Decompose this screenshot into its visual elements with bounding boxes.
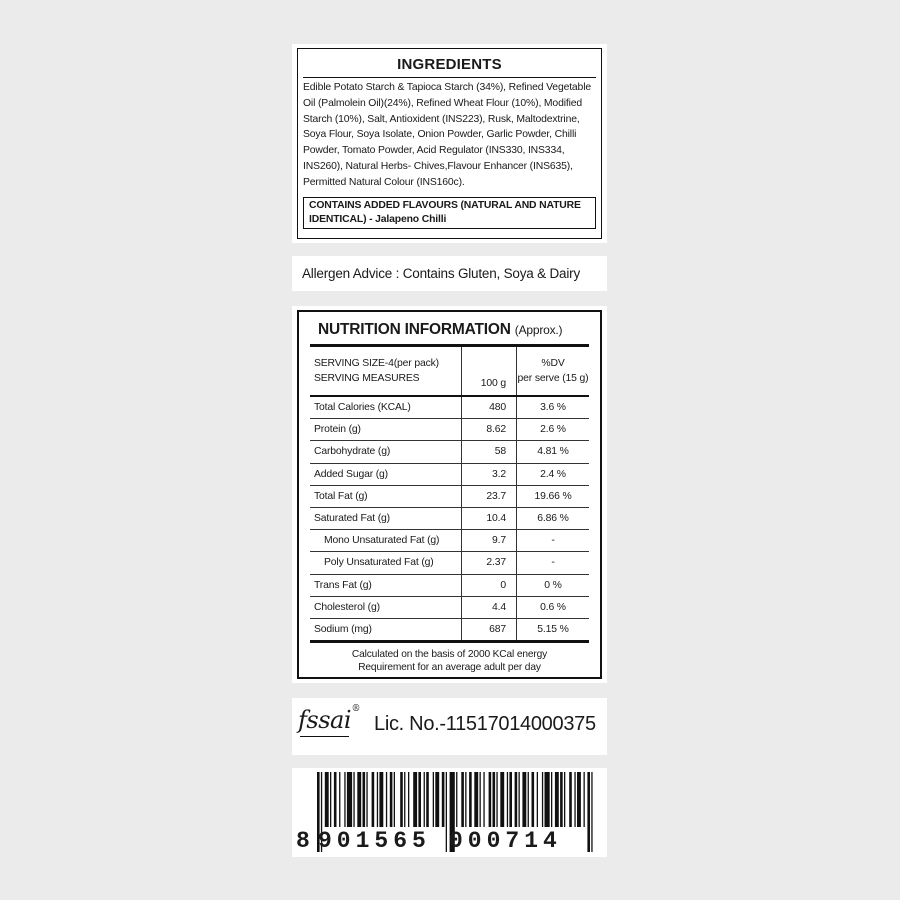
barcode-bar	[404, 772, 405, 827]
nutrient-dv: 4.81 %	[517, 441, 590, 463]
nutrition-title-text: NUTRITION INFORMATION	[318, 321, 511, 338]
per-100g-header: 100 g	[462, 346, 517, 397]
nutrition-row	[310, 419, 589, 441]
barcode-bar	[433, 772, 434, 827]
nutrient-name: Total Fat (g)	[310, 485, 462, 507]
barcode-bar	[408, 772, 409, 827]
barcode-bar	[542, 772, 543, 827]
nutrient-dv: 6.86 %	[517, 507, 590, 529]
nutrient-name: Added Sugar (g)	[310, 463, 462, 485]
nutrition-panel	[292, 306, 607, 683]
barcode-bar	[366, 772, 367, 827]
nutrient-per-100g: 480	[462, 396, 517, 419]
nutrition-row	[310, 485, 589, 507]
nutrient-name: Mono Unsaturated Fat (g)	[310, 530, 462, 552]
barcode-bar	[390, 772, 393, 827]
nutrition-row	[310, 618, 589, 641]
nutrient-name: Protein (g)	[310, 419, 462, 441]
barcode-bar	[480, 772, 481, 827]
nutrient-per-100g: 58	[462, 441, 517, 463]
barcode-bar	[569, 772, 572, 827]
barcode-bar	[519, 772, 520, 827]
barcode-bar	[500, 772, 504, 827]
barcode-bar	[344, 772, 345, 827]
allergen-advice: Allergen Advice : Contains Gluten, Soya & Dairy	[292, 256, 607, 291]
barcode-bar	[496, 772, 497, 827]
ingredients-title: INGREDIENTS	[303, 49, 596, 78]
nutrition-row	[310, 507, 589, 529]
barcode-bar	[339, 772, 340, 827]
barcode-bar	[587, 772, 590, 852]
barcode-bar	[363, 772, 366, 827]
footnote-line1: Calculated on the basis of 2000 KCal energy	[351, 649, 548, 661]
barcode-bar	[551, 772, 552, 827]
nutrition-row	[310, 463, 589, 485]
dv-header-cell	[517, 346, 590, 397]
barcode-bar	[555, 772, 559, 827]
barcode-bar	[507, 772, 508, 827]
nutrient-dv: 3.6 %	[517, 396, 590, 419]
barcode-bar	[483, 772, 484, 827]
nutrition-title-suffix: (Approx.)	[514, 323, 563, 337]
barcode-bar	[489, 772, 492, 827]
nutrition-box	[297, 310, 602, 679]
nutrient-name: Poly Unsaturated Fat (g)	[310, 552, 462, 574]
nutrient-dv: 2.6 %	[517, 419, 590, 441]
barcode-bar	[334, 772, 337, 827]
nutrition-title	[310, 312, 589, 344]
nutrition-footnote	[310, 643, 589, 674]
nutrient-name: Trans Fat (g)	[310, 574, 462, 596]
barcode-bar	[418, 772, 421, 827]
nutrition-row	[310, 441, 589, 463]
nutrient-name: Carbohydrate (g)	[310, 441, 462, 463]
nutrition-row	[310, 596, 589, 618]
barcode-bar	[377, 772, 378, 827]
barcode-bar	[469, 772, 472, 827]
ingredients-box	[297, 48, 602, 239]
barcode-bar	[426, 772, 429, 827]
barcode-bar	[574, 772, 575, 827]
barcode-bar	[591, 772, 592, 852]
barcode-right-digits: 000714	[449, 828, 562, 854]
nutrient-dv: 0.6 %	[517, 596, 590, 618]
barcode-bar	[394, 772, 395, 827]
dv-sub: per serve (15 g)	[517, 373, 589, 384]
nutrient-per-100g: 4.4	[462, 596, 517, 618]
fssai-license-number: Lic. No.-11517014000375	[374, 713, 596, 735]
barcode-bar	[537, 772, 538, 827]
nutrition-row	[310, 530, 589, 552]
barcode-bar	[493, 772, 496, 827]
barcode-bar	[577, 772, 581, 827]
nutrition-header-row	[310, 346, 589, 397]
nutrient-dv: 0 %	[517, 574, 590, 596]
nutrient-per-100g: 2.37	[462, 552, 517, 574]
nutrition-row	[310, 574, 589, 596]
nutrient-name: Cholesterol (g)	[310, 596, 462, 618]
nutrition-table	[310, 344, 589, 643]
barcode-bar	[461, 772, 464, 827]
barcode-bar	[400, 772, 403, 827]
barcode-bar	[446, 772, 447, 852]
ingredients-panel	[292, 44, 607, 243]
serving-size: SERVING SIZE-4(per pack)	[314, 358, 439, 369]
nutrient-dv: 2.4 %	[517, 463, 590, 485]
barcode-bar	[357, 772, 361, 827]
nutrient-dv: -	[517, 552, 590, 574]
nutrient-per-100g: 687	[462, 618, 517, 641]
barcode-bar	[456, 772, 457, 827]
nutrient-per-100g: 9.7	[462, 530, 517, 552]
registered-mark-icon: ®	[351, 704, 360, 714]
serving-measures: SERVING MEASURES	[314, 373, 420, 384]
nutrition-row	[310, 552, 589, 574]
barcode-bar	[560, 772, 563, 827]
barcode-bar	[379, 772, 383, 827]
nutrient-name: Sodium (mg)	[310, 618, 462, 641]
barcode-panel	[292, 768, 607, 857]
nutrient-name: Saturated Fat (g)	[310, 507, 462, 529]
nutrient-dv: 5.15 %	[517, 618, 590, 641]
nutrition-row	[310, 396, 589, 419]
barcode-bar	[325, 772, 329, 827]
serving-info-cell	[310, 346, 462, 397]
barcode-bar	[509, 772, 512, 827]
barcode-bar	[372, 772, 375, 827]
nutrient-per-100g: 10.4	[462, 507, 517, 529]
nutrient-per-100g: 0	[462, 574, 517, 596]
barcode-left-digits: 901565	[318, 828, 431, 854]
barcode-bar	[584, 772, 585, 827]
nutrient-per-100g: 23.7	[462, 485, 517, 507]
barcode-bar	[386, 772, 387, 827]
barcode-bar	[347, 772, 352, 827]
barcode-bar	[474, 772, 478, 827]
fssai-logo-underline	[300, 736, 349, 737]
barcode-bar	[522, 772, 526, 827]
nutrient-per-100g: 8.62	[462, 419, 517, 441]
nutrient-dv: 19.66 %	[517, 485, 590, 507]
footnote-line2: Requirement for an average adult per day	[358, 661, 541, 673]
barcode-bar	[442, 772, 445, 827]
barcode-bar	[424, 772, 425, 827]
barcode-bar	[528, 772, 529, 827]
nutrient-per-100g: 3.2	[462, 463, 517, 485]
barcode-bar	[545, 772, 550, 827]
dv-label: %DV	[541, 358, 565, 369]
fssai-logo-text: fssai	[298, 706, 351, 734]
barcode-bar	[435, 772, 439, 827]
fssai-panel	[292, 698, 607, 755]
barcode-bar	[465, 772, 466, 827]
barcode-bar	[413, 772, 417, 827]
barcode-bar	[353, 772, 354, 827]
flavour-note: CONTAINS ADDED FLAVOURS (NATURAL AND NATURE IDENTICAL) - Jalapeno Chilli	[303, 197, 596, 229]
ingredients-text: Edible Potato Starch & Tapioca Starch (34%), Refined Vegetable Oil (Palmolein Oil)(24%), Refined Wheat Flour (10%), Modified Starch (10%), Salt, Antioxident (INS223), Rusk, Maltodextrine, Soya Flour, Soya Isolate, Onion Powder, Garlic Powder, Chilli Powder, Tomato Powder, Acid Regulator (INS330, INS334, INS260), Natural Herbs- Chives,Flavour Enhancer (INS635), Permitted Natural Colour (INS160c).	[303, 82, 591, 188]
nutrient-name: Total Calories (KCAL)	[310, 396, 462, 419]
fssai-logo	[298, 704, 360, 734]
barcode-lead-digit: 8	[296, 828, 310, 854]
barcode-bar	[564, 772, 565, 827]
barcode-bar	[532, 772, 535, 827]
barcode-bar	[515, 772, 518, 827]
barcode-bar	[330, 772, 331, 827]
nutrient-dv: -	[517, 530, 590, 552]
